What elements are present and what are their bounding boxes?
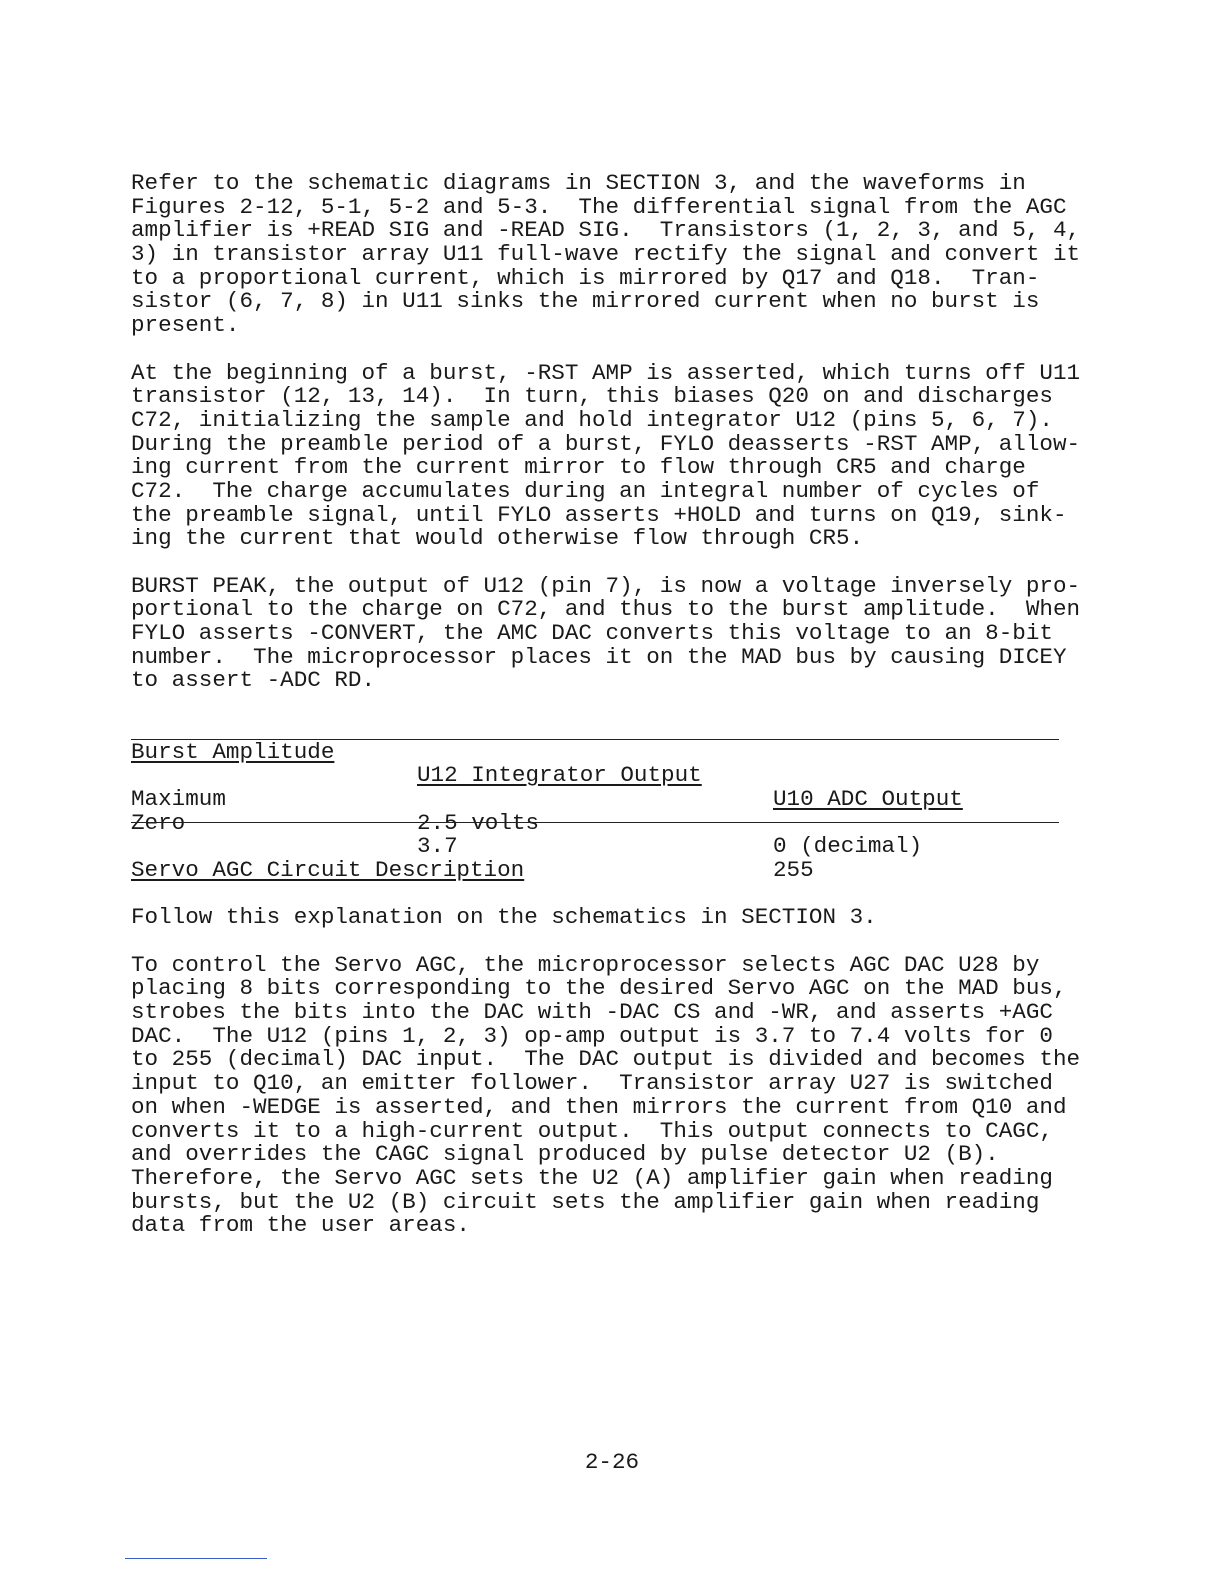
table-header-burst-amplitude: Burst Amplitude bbox=[131, 738, 335, 765]
page-body bbox=[131, 172, 1131, 1238]
page-number: 2-26 bbox=[584, 1449, 640, 1475]
paragraph-gap bbox=[131, 338, 1131, 362]
text-line: present. bbox=[131, 312, 240, 339]
text-line: At the beginning of a burst, -RST AMP is asserted, which turns off U11 bbox=[131, 359, 1081, 386]
paragraph-4 bbox=[131, 906, 1131, 930]
text-line: on when -WEDGE is asserted, and then mirrors the current from Q10 and bbox=[131, 1093, 1067, 1120]
text-line: Therefore, the Servo AGC sets the U2 (A) amplifier gain when reading bbox=[131, 1164, 1053, 1191]
text-line: DAC. The U12 (pins 1, 2, 3) op-amp output is 3.7 to 7.4 volts for 0 bbox=[131, 1022, 1053, 1049]
table-bottom-rule bbox=[131, 822, 1059, 823]
paragraph-gap bbox=[131, 883, 1131, 907]
text-line: converts it to a high-current output. This output connects to CAGC, bbox=[131, 1117, 1053, 1144]
section-heading-text: Servo AGC Circuit Description bbox=[131, 856, 525, 883]
paragraph-gap bbox=[131, 930, 1131, 954]
text-line: Figures 2-12, 5-1, 5-2 and 5-3. The differential signal from the AGC bbox=[131, 193, 1067, 220]
text-line: FYLO asserts -CONVERT, the AMC DAC converts this voltage to an 8-bit bbox=[131, 620, 1053, 647]
paragraph-5 bbox=[131, 951, 1131, 1239]
text-line: portional to the charge on C72, and thus to the burst amplitude. When bbox=[131, 596, 1081, 623]
text-line: Follow this explanation on the schematics in SECTION 3. bbox=[131, 904, 877, 931]
text-line: During the preamble period of a burst, FYLO deasserts -RST AMP, allow- bbox=[131, 430, 1081, 457]
footer-rule bbox=[125, 1558, 267, 1559]
text-line: to 255 (decimal) DAC input. The DAC output is divided and becomes the bbox=[131, 1046, 1081, 1073]
table-header-rule bbox=[131, 739, 1059, 740]
table-cell: Zero bbox=[131, 809, 186, 836]
text-line: bursts, but the U2 (B) circuit sets the amplifier gain when reading bbox=[131, 1188, 1040, 1215]
text-line: ing current from the current mirror to flow through CR5 and charge bbox=[131, 454, 1026, 481]
text-line: sistor (6, 7, 8) in U11 sinks the mirrored current when no burst is bbox=[131, 288, 1040, 315]
text-line: to a proportional current, which is mirrored by Q17 and Q18. Tran- bbox=[131, 264, 1040, 291]
text-line: C72, initializing the sample and hold integrator U12 (pins 5, 6, 7). bbox=[131, 406, 1053, 433]
table-cell: Maximum bbox=[131, 785, 226, 812]
text-line: transistor (12, 13, 14). In turn, this biases Q20 on and discharges bbox=[131, 383, 1053, 410]
table-cell: 0 (decimal) bbox=[773, 833, 923, 860]
table-cell: 3.7 bbox=[417, 833, 458, 860]
text-line: amplifier is +READ SIG and -READ SIG. Transistors (1, 2, 3, and 5, 4, bbox=[131, 217, 1081, 244]
paragraph-gap bbox=[131, 551, 1131, 575]
text-line: input to Q10, an emitter follower. Transistor array U27 is switched bbox=[131, 1070, 1053, 1097]
text-line: and overrides the CAGC signal produced by pulse detector U2 (B). bbox=[131, 1141, 999, 1168]
paragraph-gap bbox=[131, 693, 1131, 717]
text-line: 3) in transistor array U11 full-wave rectify the signal and convert it bbox=[131, 241, 1081, 268]
table-cell: 2.5 volts bbox=[417, 809, 540, 836]
text-line: data from the user areas. bbox=[131, 1212, 470, 1239]
text-line: placing 8 bits corresponding to the desired Servo AGC on the MAD bus, bbox=[131, 975, 1067, 1002]
text-line: C72. The charge accumulates during an integral number of cycles of bbox=[131, 477, 1040, 504]
paragraph-3 bbox=[131, 572, 1131, 694]
table-header-integrator-output: U12 Integrator Output bbox=[417, 762, 702, 789]
table-footer bbox=[131, 809, 1061, 836]
table-cell: 255 bbox=[773, 856, 814, 883]
paragraph-2 bbox=[131, 359, 1131, 552]
text-line: number. The microprocessor places it on the MAD bus by causing DICEY bbox=[131, 643, 1067, 670]
text-line: the preamble signal, until FYLO asserts +HOLD and turns on Q19, sink- bbox=[131, 501, 1067, 528]
text-line: to assert -ADC RD. bbox=[131, 667, 376, 694]
text-line: BURST PEAK, the output of U12 (pin 7), is now a voltage inversely pro- bbox=[131, 572, 1081, 599]
paragraph-gap bbox=[131, 835, 1131, 859]
text-line: ing the current that would otherwise flow through CR5. bbox=[131, 525, 864, 552]
text-line: Refer to the schematic diagrams in SECTION 3, and the waveforms in bbox=[131, 170, 1026, 196]
paragraph-1 bbox=[131, 172, 1131, 338]
text-line: strobes the bits into the DAC with -DAC CS and -WR, and asserts +AGC bbox=[131, 999, 1053, 1026]
table-header-adc-output: U10 ADC Output bbox=[773, 785, 963, 812]
text-line: To control the Servo AGC, the microprocessor selects AGC DAC U28 by bbox=[131, 951, 1040, 978]
section-heading bbox=[131, 856, 1131, 883]
